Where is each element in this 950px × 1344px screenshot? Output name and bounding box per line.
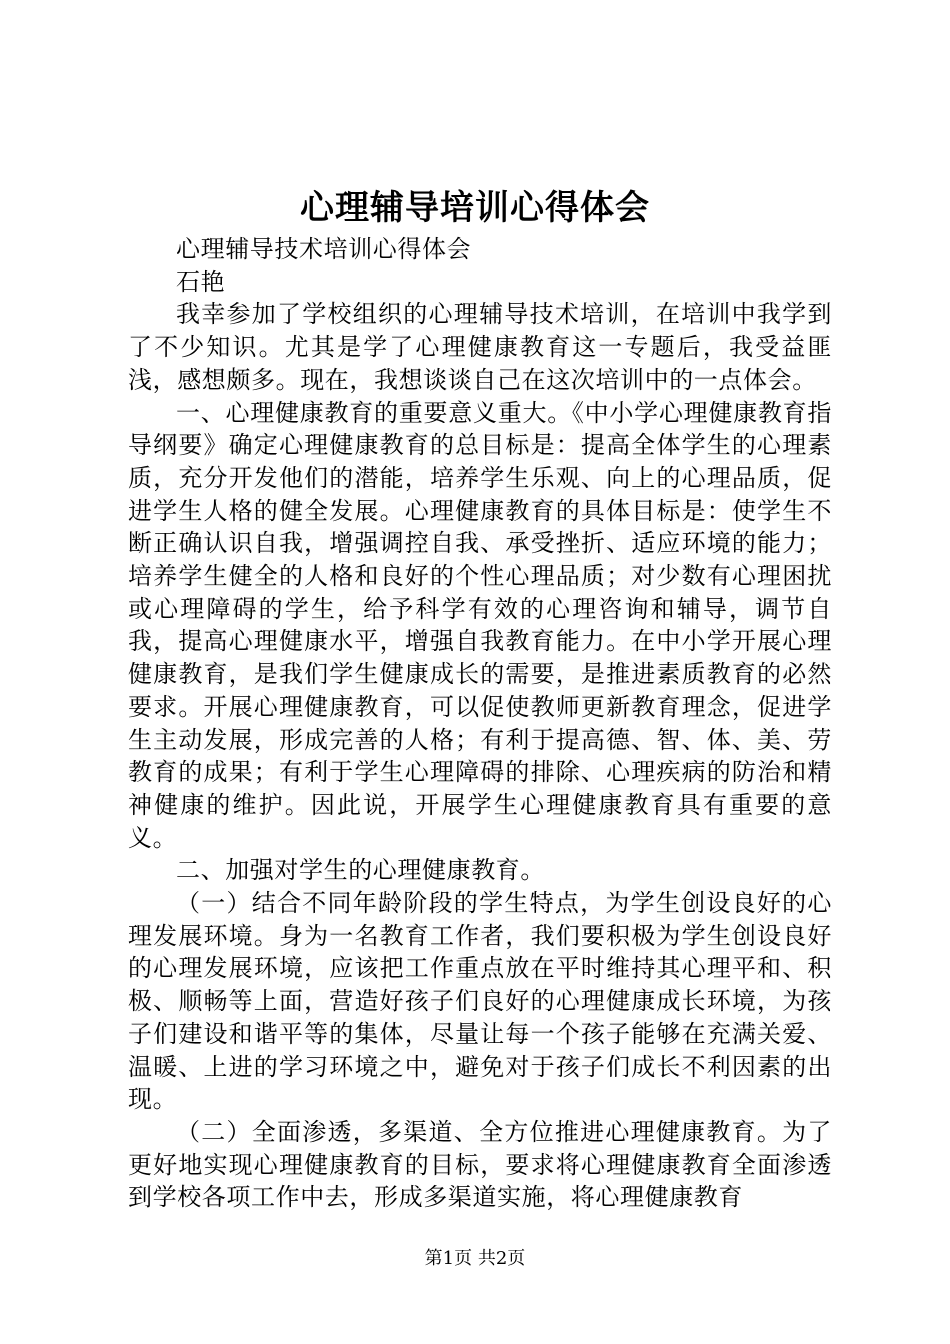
intro-paragraph: 我幸参加了学校组织的心理辅导技术培训，在培训中我学到了不少知识。尤其是学了心理健康教育这一专题后，我受益匪浅，感想颇多。现在，我想谈谈自己在这次培训中的一点体会。 <box>128 300 832 394</box>
section-one-paragraph: 一、心理健康教育的重要意义重大。《中小学心理健康教育指导纲要》确定心理健康教育的总目标是：提高全体学生的心理素质，充分开发他们的潜能，培养学生乐观、向上的心理品质，促进学生人格的健全发展。心理健康教育的具体目标是：使学生不断正确认识自我，增强调控自我、承受挫折、适应环境的能力；培养学生健全的人格和良好的个性心理品质；对少数有心理困扰或心理障碍的学生，给予科学有效的心理咨询和辅导，调节自我，提高心理健康水平，增强自我教育能力。在中小学开展心理健康教育，是我们学生健康成长的需要，是推进素质教育的必然要求。开展心理健康教育，可以促使教师更新教育理念，促进学生主动发展，形成完善的人格；有利于提高德、智、体、美、劳教育的成果；有利于学生心理障碍的排除、心理疾病的防治和精神健康的维护。因此说，开展学生心理健康教育具有重要的意义。 <box>128 398 832 852</box>
subsection-two-paragraph: （二）全面渗透，多渠道、全方位推进心理健康教育。为了更好地实现心理健康教育的目标，要求将心理健康教育全面渗透到学校各项工作中去，形成多渠道实施，将心理健康教育 <box>128 1117 832 1212</box>
author-paragraph: 石艳 <box>176 267 226 296</box>
subsection-one-paragraph: （一）结合不同年龄阶段的学生特点，为学生创设良好的心理发展环境。身为一名教育工作者，我们要积极为学生创设良好的心理发展环境，应该把工作重点放在平时维持其心理平和、积极、顺畅等上面，营造好孩子们良好的心理健康成长环境，为孩子们建设和谐平等的集体，尽量让每一个孩子能够在充满关爱、温暖、上进的学习环境之中，避免对于孩子们成长不利因素的出现。 <box>128 889 832 1114</box>
section-two-heading: 二、加强对学生的心理健康教育。 <box>176 856 545 885</box>
document-title: 心理辅导培训心得体会 <box>300 188 650 228</box>
document-body <box>128 233 832 1214</box>
page-number-footer: 第1页 共2页 <box>424 1248 526 1269</box>
subtitle-paragraph: 心理辅导技术培训心得体会 <box>176 235 472 263</box>
